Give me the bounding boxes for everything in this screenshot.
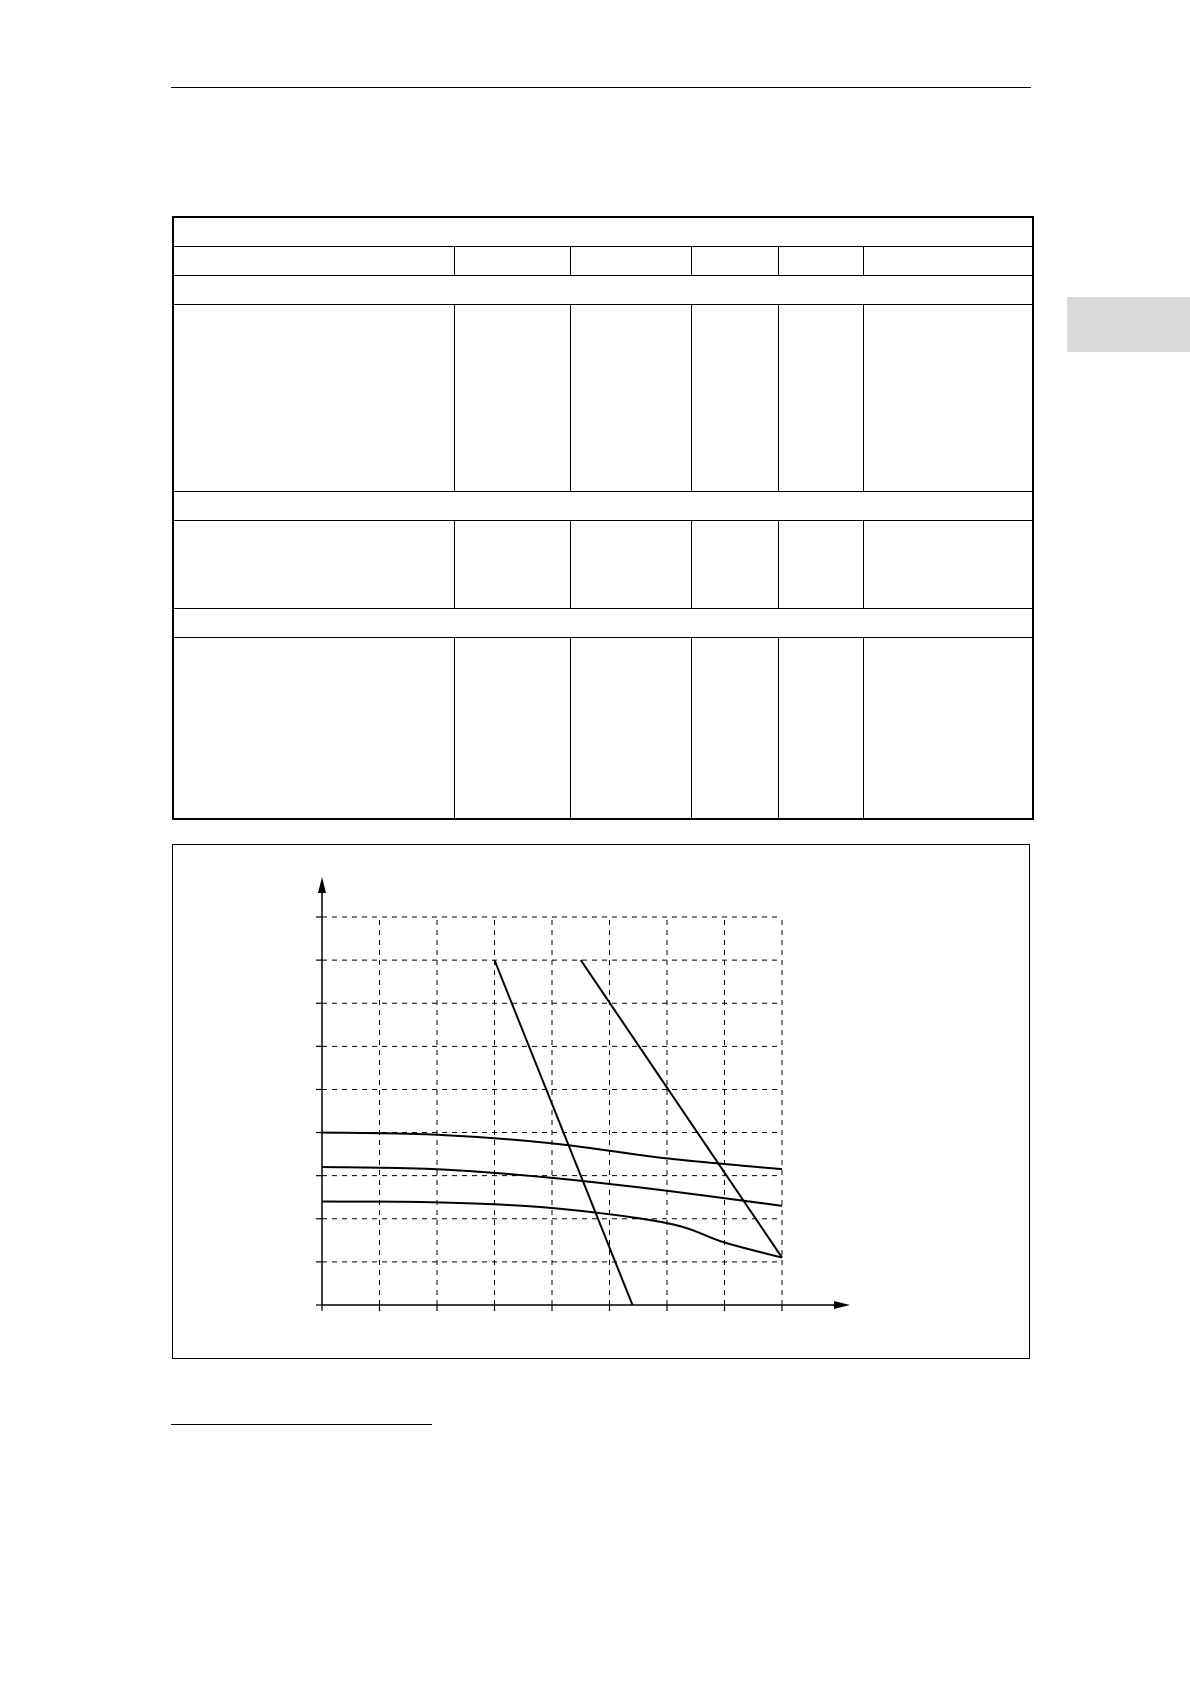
footnote-rule [171, 1424, 432, 1425]
table-body-col-sep [778, 304, 779, 491]
table-header-col-sep [863, 246, 864, 275]
characteristic-curves-chart [173, 845, 1031, 1360]
chart-grid [322, 917, 782, 1305]
table-body-col-sep [691, 304, 692, 491]
chart-frame [172, 844, 1030, 1359]
series-curve-3 [322, 1202, 782, 1258]
chapter-tab-marker [1067, 297, 1190, 352]
table-header-row-divider [174, 275, 1032, 276]
table-title-row-divider [174, 246, 1032, 247]
y-axis-arrow [318, 877, 326, 893]
table-header-col-sep [691, 246, 692, 275]
table-body-col-sep [863, 304, 864, 491]
specifications-table [172, 216, 1034, 820]
table-body-col-sep [454, 520, 455, 608]
table-section-2-divider [174, 520, 1032, 521]
table-body-col-sep [570, 304, 571, 491]
chart-axes [316, 877, 850, 1311]
table-section-1-divider [174, 304, 1032, 305]
table-body-col-sep [570, 637, 571, 818]
table-body-col-sep [778, 637, 779, 818]
table-body-col-sep [863, 637, 864, 818]
table-header-col-sep [778, 246, 779, 275]
table-body-col-sep [863, 520, 864, 608]
series-curve-5 [581, 960, 782, 1257]
table-header-col-sep [570, 246, 571, 275]
table-body-1-divider [174, 491, 1032, 492]
table-body-col-sep [778, 520, 779, 608]
table-body-2-divider [174, 608, 1032, 609]
x-axis-arrow [834, 1301, 850, 1309]
table-body-col-sep [691, 637, 692, 818]
table-body-col-sep [454, 304, 455, 491]
header-rule [171, 87, 1031, 88]
table-body-col-sep [570, 520, 571, 608]
table-body-col-sep [691, 520, 692, 608]
table-header-col-sep [454, 246, 455, 275]
table-body-col-sep [454, 637, 455, 818]
table-section-3-divider [174, 637, 1032, 638]
